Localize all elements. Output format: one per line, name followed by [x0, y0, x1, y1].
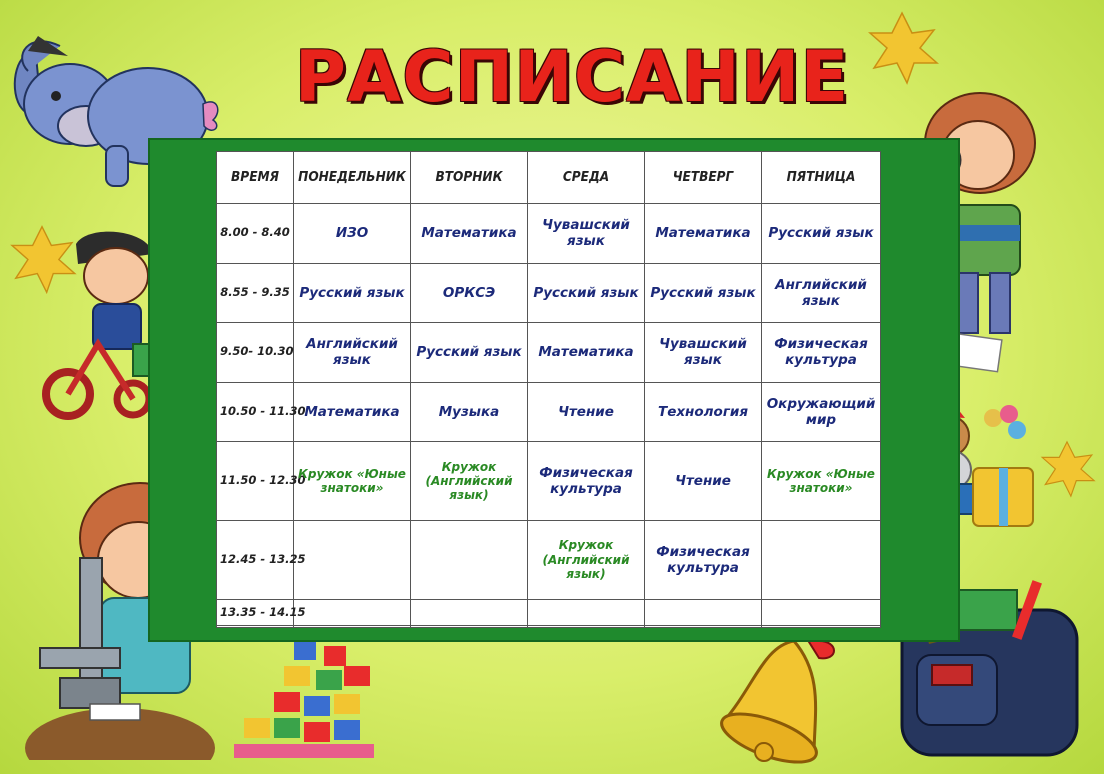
lesson-cell: Русский язык	[762, 204, 881, 264]
column-header-day: ВТОРНИК	[411, 152, 528, 204]
lesson-cell: Английский язык	[762, 263, 881, 323]
lesson-cell	[762, 626, 881, 628]
column-header-day: ЧЕТВЕРГ	[645, 152, 762, 204]
lesson-cell: Русский язык	[411, 323, 528, 383]
column-header-time: ВРЕМЯ	[217, 152, 294, 204]
table-row	[217, 442, 881, 521]
toy-blocks-illustration	[234, 640, 384, 766]
lesson-cell: Окружающий мир	[762, 382, 881, 442]
lesson-cell: Физическая культура	[762, 323, 881, 383]
lesson-cell: Чувашский язык	[645, 323, 762, 383]
leaf-icon	[1036, 438, 1098, 500]
lesson-cell	[645, 599, 762, 625]
lesson-cell	[645, 626, 762, 628]
table-row	[217, 323, 881, 383]
lesson-cell: Чтение	[645, 442, 762, 521]
table-row	[217, 520, 881, 599]
lesson-cell	[528, 626, 645, 628]
time-cell: 13.35 - 14.15	[217, 599, 294, 625]
lesson-cell: Математика	[411, 204, 528, 264]
lesson-cell: Математика	[645, 204, 762, 264]
time-cell	[217, 626, 294, 628]
lesson-cell: Физическая культура	[528, 442, 645, 521]
header-row	[217, 152, 881, 204]
lesson-cell: Русский язык	[294, 263, 411, 323]
lesson-cell	[411, 599, 528, 625]
leaf-icon	[862, 8, 942, 88]
lesson-cell: Математика	[294, 382, 411, 442]
time-cell: 11.50 - 12.30	[217, 442, 294, 521]
lesson-cell: ОРКСЭ	[411, 263, 528, 323]
lesson-cell	[762, 520, 881, 599]
lesson-cell	[411, 626, 528, 628]
schedule-table	[216, 151, 881, 628]
lesson-cell	[294, 626, 411, 628]
column-header-day: ПОНЕДЕЛЬНИК	[294, 152, 411, 204]
time-cell: 10.50 - 11.30	[217, 382, 294, 442]
table-row	[217, 626, 881, 628]
table-row	[217, 204, 881, 264]
time-cell: 8.55 - 9.35	[217, 263, 294, 323]
time-cell: 12.45 - 13.25	[217, 520, 294, 599]
lesson-cell: Чувашский язык	[528, 204, 645, 264]
table-row	[217, 382, 881, 442]
lesson-cell: Чтение	[528, 382, 645, 442]
column-header-day: ПЯТНИЦА	[762, 152, 881, 204]
table-row	[217, 599, 881, 625]
lesson-cell: Математика	[528, 323, 645, 383]
table-row	[217, 263, 881, 323]
lesson-cell: Русский язык	[528, 263, 645, 323]
page-title: РАСПИСАНИЕ	[294, 36, 850, 118]
lesson-cell: Русский язык	[645, 263, 762, 323]
lesson-cell: Физическая культура	[645, 520, 762, 599]
club-cell: Кружок (Английский язык)	[411, 442, 528, 521]
time-cell: 9.50- 10.30	[217, 323, 294, 383]
lesson-cell	[294, 520, 411, 599]
lesson-cell	[528, 599, 645, 625]
time-cell: 8.00 - 8.40	[217, 204, 294, 264]
club-cell: Кружок (Английский язык)	[528, 520, 645, 599]
club-cell: Кружок «Юные знатоки»	[762, 442, 881, 521]
lesson-cell: Технология	[645, 382, 762, 442]
club-cell: Кружок «Юные знатоки»	[294, 442, 411, 521]
lesson-cell: ИЗО	[294, 204, 411, 264]
lesson-cell: Английский язык	[294, 323, 411, 383]
lesson-cell: Музыка	[411, 382, 528, 442]
column-header-day: СРЕДА	[528, 152, 645, 204]
lesson-cell	[294, 599, 411, 625]
lesson-cell	[411, 520, 528, 599]
lesson-cell	[762, 599, 881, 625]
